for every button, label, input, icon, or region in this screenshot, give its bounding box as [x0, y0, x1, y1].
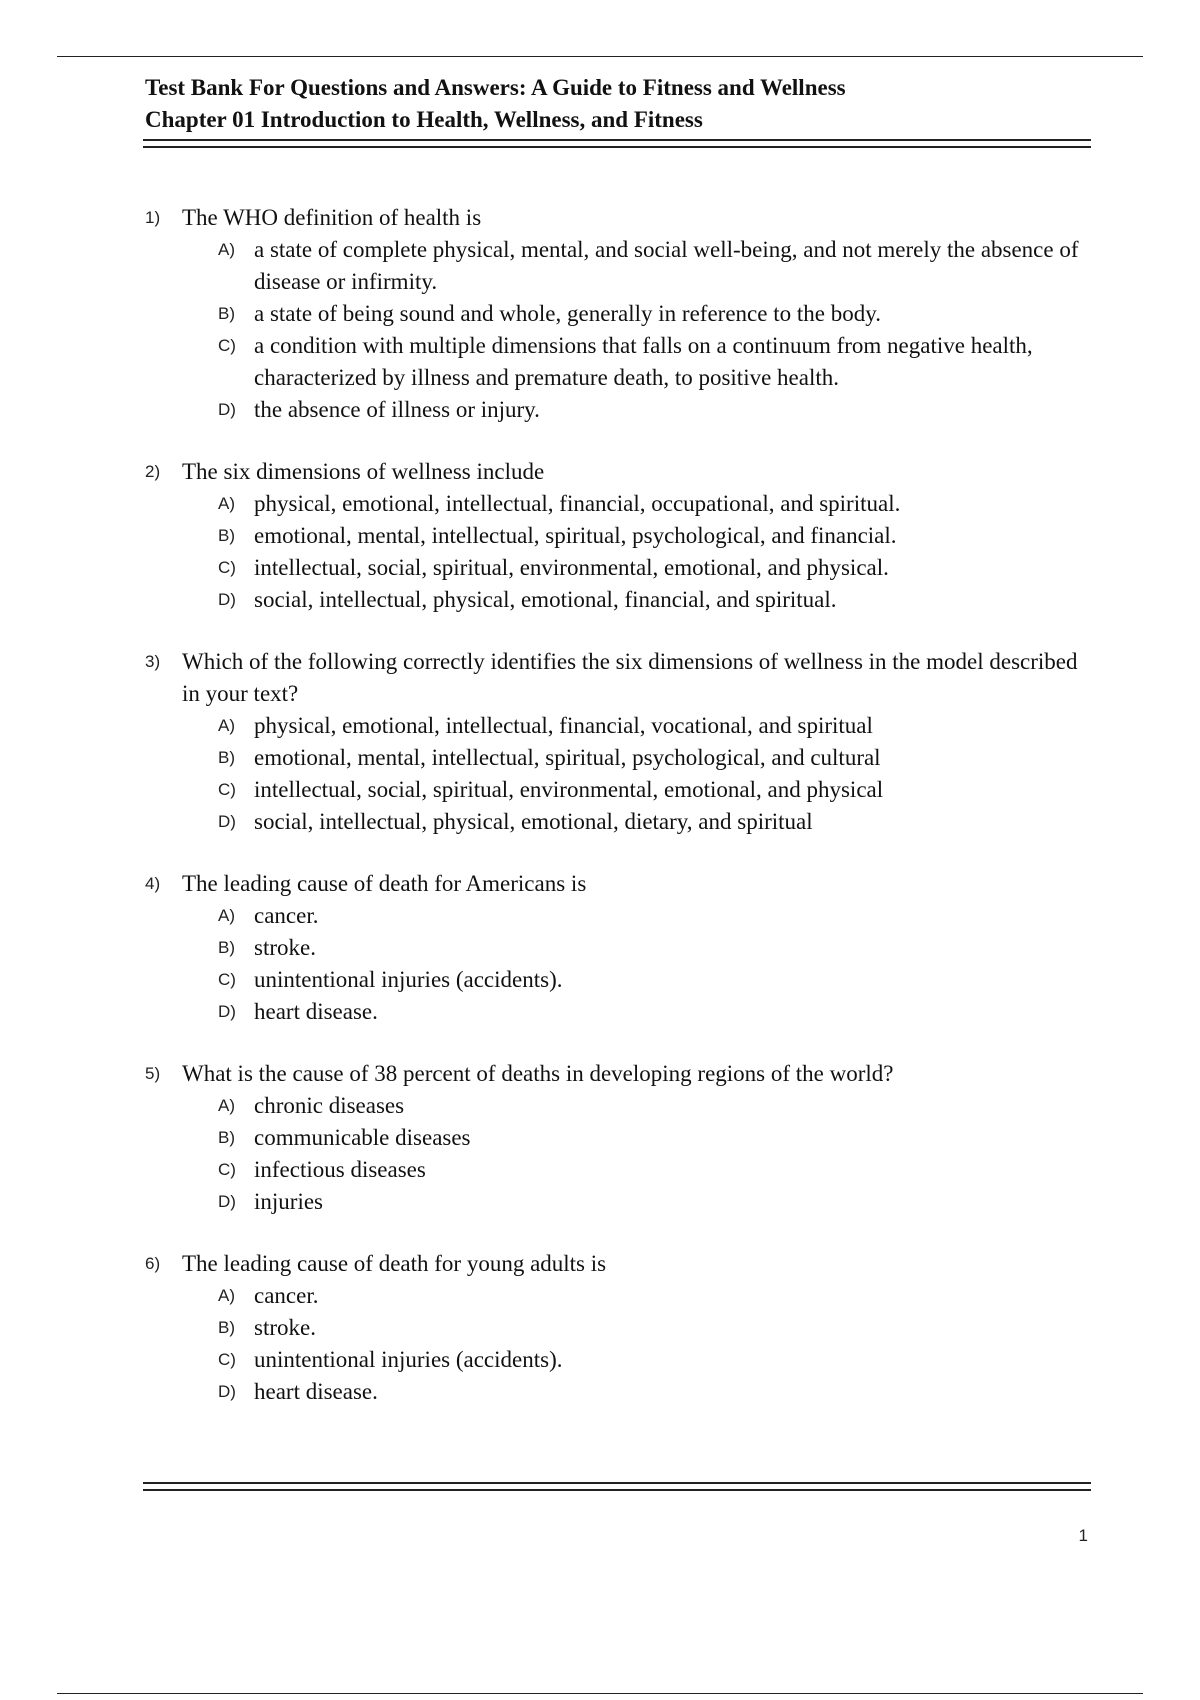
- answer-choice-b: [218, 1312, 1085, 1344]
- answer-choice-a: [218, 488, 1085, 520]
- question-number: 1): [145, 208, 161, 227]
- answer-choice-b: [218, 520, 1085, 552]
- choice-letter: C): [218, 558, 236, 577]
- question-number: 2): [145, 462, 161, 481]
- choice-letter: B): [218, 304, 235, 323]
- question-text: The leading cause of death for young adults is: [182, 1251, 607, 1276]
- choice-text: cancer.: [254, 1283, 319, 1308]
- answer-choice-b: [218, 932, 1085, 964]
- answer-choice-a: [218, 900, 1085, 932]
- answer-choice-d: [218, 584, 1085, 616]
- choice-letter: D): [218, 590, 236, 609]
- choice-letter: C): [218, 1160, 236, 1179]
- answer-choice-b: [218, 298, 1085, 330]
- choice-letter: B): [218, 1318, 235, 1337]
- choice-letter: A): [218, 906, 235, 925]
- choice-letter: A): [218, 240, 235, 259]
- answer-choice-a: [218, 710, 1085, 742]
- answer-choice-c: [218, 774, 1085, 806]
- choice-letter: B): [218, 748, 235, 767]
- question-list: [145, 202, 1085, 1438]
- question-number: 5): [145, 1064, 161, 1083]
- choice-letter: B): [218, 938, 235, 957]
- footer-double-rule: [143, 1482, 1091, 1491]
- choice-text: stroke.: [254, 935, 316, 960]
- choice-text: social, intellectual, physical, emotional, dietary, and spiritual: [254, 809, 813, 834]
- answer-choice-d: [218, 806, 1085, 838]
- answer-choices: [218, 710, 1085, 838]
- document-title: Test Bank For Questions and Answers: A Guide to Fitness and Wellness: [145, 75, 846, 100]
- answer-choice-b: [218, 1122, 1085, 1154]
- question-1: [145, 202, 1085, 426]
- answer-choices: [218, 1280, 1085, 1408]
- choice-text: a state of complete physical, mental, and social well-being, and not merely the absence of disease or infirmity.: [254, 237, 1079, 294]
- choice-text: intellectual, social, spiritual, environmental, emotional, and physical.: [254, 555, 889, 580]
- question-6: [145, 1248, 1085, 1408]
- chapter-title: Chapter 01 Introduction to Health, Wellness, and Fitness: [145, 107, 703, 132]
- choice-letter: A): [218, 716, 235, 735]
- choice-text: unintentional injuries (accidents).: [254, 967, 563, 992]
- choice-text: a state of being sound and whole, generally in reference to the body.: [254, 301, 881, 326]
- choice-text: unintentional injuries (accidents).: [254, 1347, 563, 1372]
- choice-letter: C): [218, 780, 236, 799]
- choice-text: cancer.: [254, 903, 319, 928]
- question-2: [145, 456, 1085, 616]
- answer-choice-c: [218, 552, 1085, 584]
- choice-letter: D): [218, 1192, 236, 1211]
- choice-text: the absence of illness or injury.: [254, 397, 540, 422]
- answer-choices: [218, 900, 1085, 1028]
- question-5: [145, 1058, 1085, 1218]
- answer-choices: [218, 488, 1085, 616]
- answer-choice-b: [218, 742, 1085, 774]
- page-number: 1: [1078, 1526, 1088, 1545]
- choice-text: injuries: [254, 1189, 323, 1214]
- document-header: [145, 72, 1095, 136]
- choice-letter: A): [218, 494, 235, 513]
- question-stem: [145, 202, 1085, 234]
- choice-text: intellectual, social, spiritual, environmental, emotional, and physical: [254, 777, 884, 802]
- bottom-page-rule: [57, 1693, 1143, 1694]
- choice-text: chronic diseases: [254, 1093, 405, 1118]
- header-double-rule: [143, 139, 1091, 148]
- choice-text: heart disease.: [254, 1379, 378, 1404]
- question-stem: [145, 456, 1085, 488]
- choice-letter: D): [218, 400, 236, 419]
- answer-choices: [218, 1090, 1085, 1218]
- question-stem: [145, 1058, 1085, 1090]
- choice-letter: A): [218, 1286, 235, 1305]
- question-text: The WHO definition of health is: [182, 205, 482, 230]
- answer-choice-a: [218, 234, 1085, 298]
- choice-text: a condition with multiple dimensions that falls on a continuum from negative health, characterized by illness and premature death, to positive health.: [254, 333, 1033, 390]
- question-number: 6): [145, 1254, 161, 1273]
- question-stem: [145, 646, 1085, 710]
- answer-choice-c: [218, 1154, 1085, 1186]
- choice-text: emotional, mental, intellectual, spiritual, psychological, and cultural: [254, 745, 881, 770]
- answer-choice-c: [218, 330, 1085, 394]
- choice-text: infectious diseases: [254, 1157, 426, 1182]
- choice-letter: B): [218, 1128, 235, 1147]
- answer-choice-d: [218, 1376, 1085, 1408]
- question-stem: [145, 868, 1085, 900]
- answer-choice-d: [218, 1186, 1085, 1218]
- choice-letter: B): [218, 526, 235, 545]
- choice-letter: C): [218, 970, 236, 989]
- answer-choice-a: [218, 1090, 1085, 1122]
- choice-text: emotional, mental, intellectual, spiritual, psychological, and financial.: [254, 523, 897, 548]
- choice-text: social, intellectual, physical, emotional, financial, and spiritual.: [254, 587, 837, 612]
- choice-text: stroke.: [254, 1315, 316, 1340]
- question-text: The six dimensions of wellness include: [182, 459, 545, 484]
- choice-text: physical, emotional, intellectual, financial, vocational, and spiritual: [254, 713, 873, 738]
- choice-text: heart disease.: [254, 999, 378, 1024]
- top-page-rule: [57, 56, 1143, 57]
- choice-text: communicable diseases: [254, 1125, 471, 1150]
- question-3: [145, 646, 1085, 838]
- question-number: 4): [145, 874, 161, 893]
- answer-choice-d: [218, 394, 1085, 426]
- choice-letter: D): [218, 1382, 236, 1401]
- question-text: What is the cause of 38 percent of deaths in developing regions of the world?: [182, 1061, 894, 1086]
- answer-choice-c: [218, 964, 1085, 996]
- question-stem: [145, 1248, 1085, 1280]
- question-text: The leading cause of death for Americans is: [182, 871, 587, 896]
- answer-choice-d: [218, 996, 1085, 1028]
- question-number: 3): [145, 652, 161, 671]
- choice-letter: C): [218, 336, 236, 355]
- choice-text: physical, emotional, intellectual, financial, occupational, and spiritual.: [254, 491, 901, 516]
- answer-choice-a: [218, 1280, 1085, 1312]
- answer-choice-c: [218, 1344, 1085, 1376]
- choice-letter: D): [218, 812, 236, 831]
- choice-letter: D): [218, 1002, 236, 1021]
- choice-letter: A): [218, 1096, 235, 1115]
- question-text: Which of the following correctly identifies the six dimensions of wellness in the model described in your text?: [182, 649, 1078, 706]
- answer-choices: [218, 234, 1085, 426]
- choice-letter: C): [218, 1350, 236, 1369]
- question-4: [145, 868, 1085, 1028]
